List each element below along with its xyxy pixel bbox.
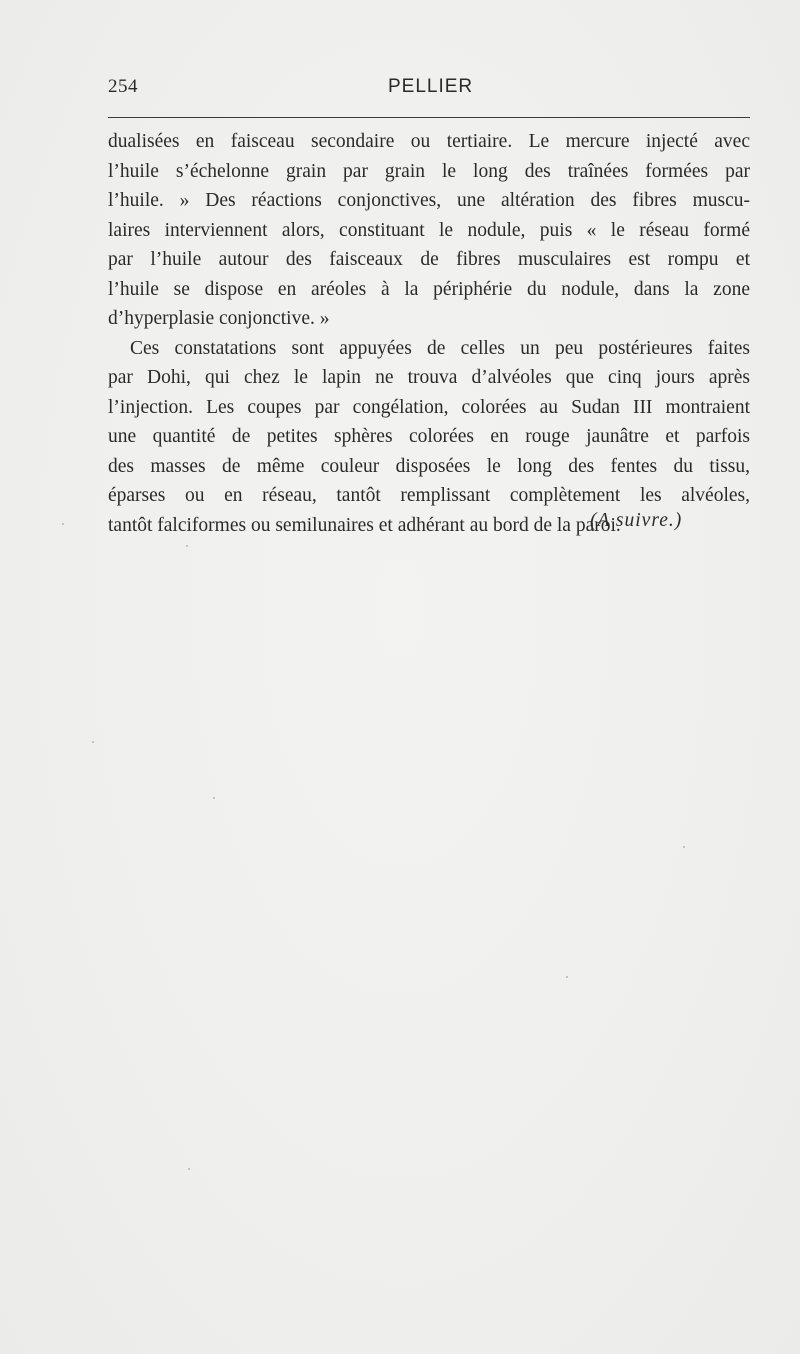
to-be-continued-note: (A suivre.) <box>590 510 683 531</box>
text-line: tantôt falciformes ou semilunaires et adhérant au bord de la paroi. <box>108 514 621 536</box>
text-line: par Dohi, qui chez le lapin ne trouva d’alvéoles que cinq jours après <box>108 367 750 388</box>
text-line: d’hyperplasie conjonctive. » <box>108 308 330 329</box>
page-number: 254 <box>108 76 138 97</box>
text-line: Ces constatations sont appuyées de celles un peu postérieures faites <box>130 337 750 359</box>
text-line: par l’huile autour des faisceaux de fibres musculaires est rompu et <box>108 249 750 270</box>
body-text <box>108 127 750 540</box>
paper-speck <box>186 545 188 547</box>
page-header <box>108 76 748 106</box>
paper-speck <box>566 976 568 978</box>
text-line: dualisées en faisceau secondaire ou tertiaire. Le mercure injecté avec <box>108 131 750 152</box>
text-line: des masses de même couleur disposées le long des fentes du tissu, <box>108 455 750 477</box>
paper-speck <box>188 1168 190 1170</box>
header-rule <box>108 117 750 118</box>
running-head: PELLIER <box>388 76 474 97</box>
paper-speck <box>62 523 64 525</box>
text-line: éparses ou en réseau, tantôt remplissant complètement les alvéoles, <box>108 485 750 506</box>
text-line: l’huile se dispose en aréoles à la périphérie du nodule, dans la zone <box>108 278 750 300</box>
text-line: l’huile. » Des réactions conjonctives, une altération des fibres muscu- <box>108 190 750 211</box>
text-line: laires interviennent alors, constituant le nodule, puis « le réseau formé <box>108 219 750 241</box>
paper-speck <box>213 797 215 799</box>
text-line: une quantité de petites sphères colorées en rouge jaunâtre et parfois <box>108 426 750 447</box>
text-line: l’injection. Les coupes par congélation, colorées au Sudan III montraient <box>108 396 750 418</box>
paper-speck <box>92 741 94 743</box>
text-line: l’huile s’échelonne grain par grain le long des traînées formées par <box>108 160 750 182</box>
paper-speck <box>683 846 685 848</box>
paragraph-1 <box>108 127 750 334</box>
